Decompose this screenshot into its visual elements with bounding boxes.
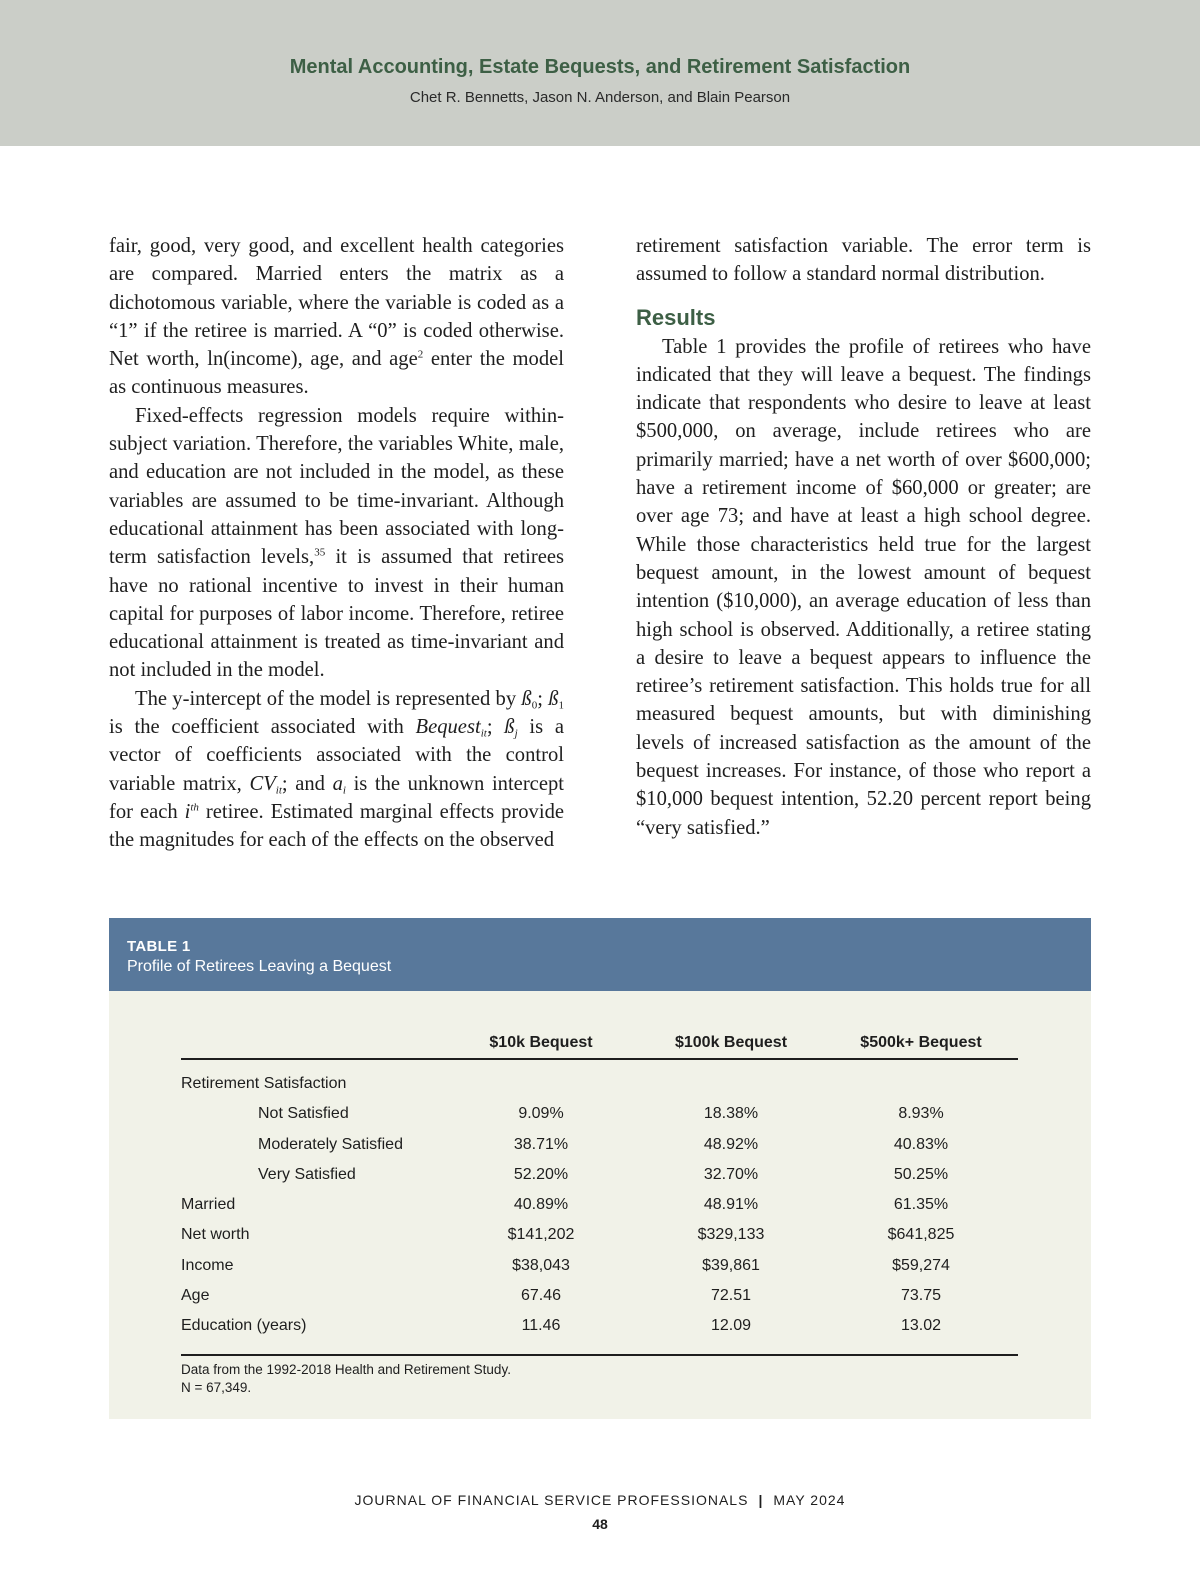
paragraph: Fixed-effects regression models require within-subject variation. Therefore, the variables White, male, and education are not included in the model, as these variables are assumed to be time-invariant. Although educational attainment has been associated with long-term satisfaction levels,$^{35}$ it is assumed that retirees have no rational incentive to invest in their human capital for purposes of labor income. Therefore, retiree educational attainment is treated as time-invariant and not included in the model. xyxy=(109,404,564,682)
section-heading: Results xyxy=(636,304,716,330)
table-cell: 12.09 xyxy=(710,1317,752,1335)
table-row xyxy=(181,1311,1018,1341)
table-cell: 48.92% xyxy=(703,1135,759,1153)
table-cell: $39,861 xyxy=(702,1256,760,1274)
table-row xyxy=(181,1251,1018,1281)
table-row xyxy=(181,1099,1018,1129)
column-header: $100k Bequest xyxy=(674,1034,788,1051)
table-row xyxy=(181,1130,1018,1160)
table-cell: 52.20% xyxy=(513,1165,569,1183)
table-cell: 40.89% xyxy=(513,1196,569,1214)
data-table xyxy=(181,1030,1018,1397)
table-1 xyxy=(109,918,1091,1419)
table-cell: 73.75 xyxy=(900,1287,942,1305)
table-header-row xyxy=(181,1030,1018,1060)
row-label: Married xyxy=(181,1196,236,1214)
table-cell: 48.91% xyxy=(703,1196,759,1214)
table-cell: 11.46 xyxy=(521,1317,561,1335)
table-cell: 72.51 xyxy=(710,1287,752,1305)
journal-name: JOURNAL OF FINANCIAL SERVICE PROFESSIONALS xyxy=(354,1492,749,1508)
row-label: Not Satisfied xyxy=(258,1105,349,1123)
table-cell: $38,043 xyxy=(512,1256,570,1274)
table-cell: $59,274 xyxy=(892,1256,950,1274)
table-row xyxy=(181,1160,1018,1190)
table-row xyxy=(181,1069,1018,1099)
row-label: Very Satisfied xyxy=(258,1165,356,1183)
row-label: Income xyxy=(181,1256,234,1274)
table-cell: 9.09% xyxy=(518,1105,564,1123)
row-label: Net worth xyxy=(181,1226,250,1244)
table-row xyxy=(181,1220,1018,1250)
column-header: $10k Bequest xyxy=(489,1034,593,1051)
left-column xyxy=(109,232,564,855)
table-cell: 61.35% xyxy=(893,1196,949,1214)
footnote-ref[interactable]: 35 xyxy=(314,546,326,559)
table-body xyxy=(181,1060,1018,1342)
row-label: Age xyxy=(181,1287,210,1305)
running-header xyxy=(0,0,1200,146)
table-row xyxy=(181,1281,1018,1311)
table-header-bar xyxy=(109,918,1091,991)
table-notes xyxy=(181,1361,1018,1397)
row-label: Retirement Satisfaction xyxy=(181,1075,347,1092)
running-footer xyxy=(0,1492,1200,1508)
table-row xyxy=(181,1190,1018,1220)
table-note-n: N = 67,349. xyxy=(181,1379,252,1395)
table-cell: 67.46 xyxy=(520,1287,562,1305)
article-authors: Chet R. Bennetts, Jason N. Anderson, and Blain Pearson xyxy=(409,89,791,106)
paragraph: The y-intercept of the model is represented by $ß_0$; $ß_1$ is the coefficient associated with Bequest$_{it}$; $ß_j$ is a vector of coefficients associated with the control variable matrix, $CV_{it}$; and $a_i$ is the unknown intercept for each $i^{th}$ retiree. Estimated marginal effects provide the magnitudes for each of the effects on the observed xyxy=(109,687,565,852)
column-header: $500k+ Bequest xyxy=(860,1034,982,1051)
table-bottom-rule xyxy=(181,1354,1018,1356)
table-cell: 18.38% xyxy=(703,1105,759,1123)
table-cell: $329,133 xyxy=(697,1226,765,1244)
issue-date: MAY 2024 xyxy=(773,1492,846,1508)
paragraph: retirement satisfaction variable. The error term is assumed to follow a standard normal distribution. xyxy=(636,235,1091,286)
row-label: Education (years) xyxy=(181,1317,307,1335)
table-caption: Profile of Retirees Leaving a Bequest xyxy=(127,958,392,975)
table-cell: 32.70% xyxy=(703,1165,759,1183)
table-label: TABLE 1 xyxy=(127,938,191,955)
paragraph: fair, good, very good, and excellent health categories are compared. Married enters the matrix as a dichotomous variable, where the variable is coded as a “1” if the retiree is married. A “0” is coded otherwise. Net worth, ln(income), age, and age$^2$ enter the model as continuous measures. xyxy=(109,235,564,399)
table-cell: 50.25% xyxy=(893,1165,949,1183)
article-title: Mental Accounting, Estate Bequests, and Retirement Satisfaction xyxy=(289,56,911,78)
table-cell: $641,825 xyxy=(887,1226,955,1244)
right-column xyxy=(636,232,1091,842)
table-cell: 38.71% xyxy=(513,1135,569,1153)
footer-separator: | xyxy=(758,1492,764,1508)
table-cell: 13.02 xyxy=(900,1317,942,1335)
page-number: 48 xyxy=(592,1516,608,1532)
table-cell: 8.93% xyxy=(898,1105,944,1123)
table-cell: $141,202 xyxy=(507,1226,575,1244)
table-note-source: Data from the 1992-2018 Health and Retirement Study. xyxy=(181,1361,511,1377)
table-cell: 40.83% xyxy=(893,1135,949,1153)
paragraph: Table 1 provides the profile of retirees who have indicated that they will leave a bequest. The findings indicate that respondents who desire to leave at least $500,000, on average, include retirees who are primarily married; have a net worth of over $600,000; have a retirement income of $60,000 or greater; are over age 73; and have at least a high school degree. While those characteristics held true for the largest bequest amount, in the lowest amount of bequest intention ($10,000), an average education of less than high school is observed. Additionally, a retiree stating a desire to leave a bequest appears to influence the retiree’s retirement satisfaction. This holds true for all measured bequest amounts, but with diminishing levels of increased satisfaction as the amount of the bequest increases. For instance, of those who report a $10,000 bequest intention, 52.20 percent report being “very satisfied.” xyxy=(636,335,1091,839)
row-label: Moderately Satisfied xyxy=(258,1135,403,1153)
